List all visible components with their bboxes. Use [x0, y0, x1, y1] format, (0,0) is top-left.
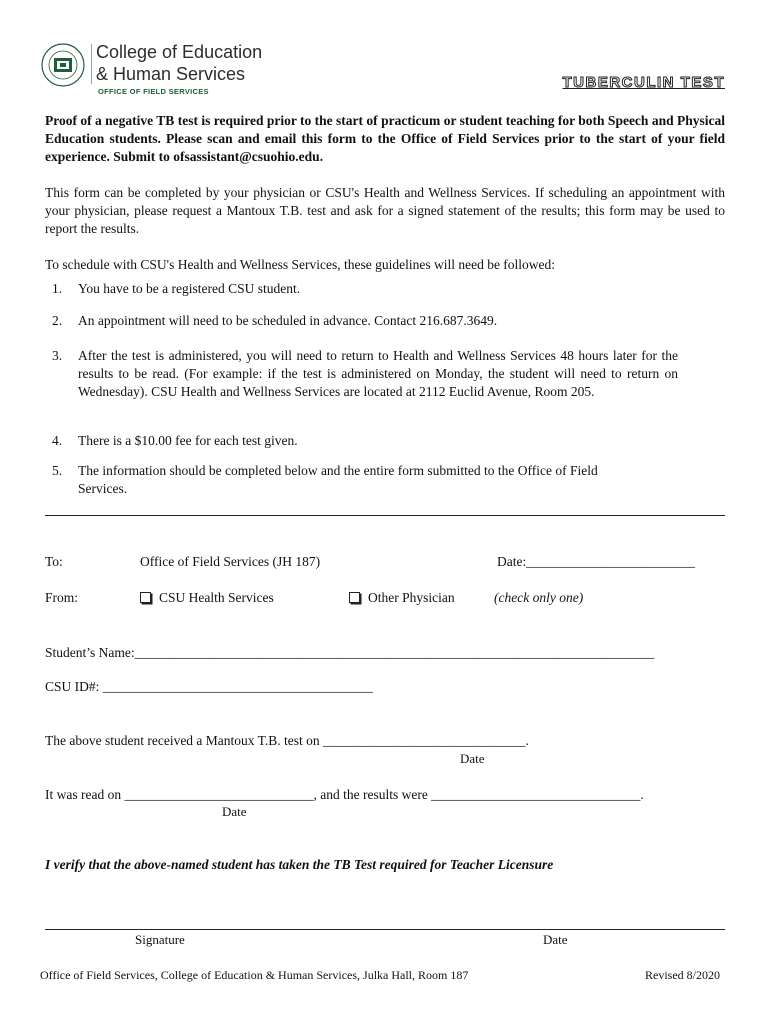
logo-college-name: College of Education: [96, 42, 263, 62]
list-item: 2. An appointment will need to be scheduled in advance. Contact 216.687.3649.: [52, 313, 498, 328]
logo-divider: [91, 44, 92, 84]
verification-statement: I verify that the above-named student has taken the TB Test required for Teacher Licensure: [45, 857, 554, 872]
list-item: 5. The information should be completed below and the entire form submitted to the Office of Field Services.: [52, 463, 598, 496]
section-divider: [45, 515, 725, 516]
check-note: (check only one): [494, 590, 584, 605]
from-label: From:: [45, 590, 79, 605]
checkbox-icon[interactable]: [140, 592, 151, 603]
to-value: Office of Field Services (JH 187): [140, 554, 321, 569]
logo-office-name: OFFICE OF FIELD SERVICES: [98, 87, 209, 96]
footer-revised: Revised 8/2020: [645, 968, 720, 982]
student-name-field[interactable]: Student’s Name:_____________________________________________________________________________: [45, 645, 655, 660]
page-title: TUBERCULIN TEST: [562, 74, 725, 91]
date-caption: Date: [222, 804, 247, 819]
intro-paragraph: This form can be completed by your physician or CSU's Health and Wellness Services. If scheduling an appointment with your physician, please request a Mantoux T.B. test and ask for a signed statement of the results; this form may be used to report the results.: [45, 185, 725, 236]
to-label: To:: [45, 554, 63, 569]
footer-address: Office of Field Services, College of Education & Human Services, Julka Hall, Room 187: [40, 968, 469, 982]
date-caption: Date: [460, 751, 485, 766]
list-item: 1. You have to be a registered CSU student.: [52, 281, 301, 296]
university-seal-icon: [40, 42, 86, 88]
read-date-field[interactable]: It was read on ____________________________, and the results were _______________________________.: [45, 787, 644, 802]
logo-college-name-2: & Human Services: [96, 64, 246, 84]
checkbox-icon[interactable]: [349, 592, 360, 603]
list-item: 4. There is a $10.00 fee for each test given.: [52, 433, 298, 448]
test-date-field[interactable]: The above student received a Mantoux T.B. test on ______________________________.: [45, 733, 529, 748]
option-csu-health[interactable]: CSU Health Services: [140, 590, 274, 606]
signature-line[interactable]: [45, 929, 725, 930]
csu-id-field[interactable]: CSU ID#: ________________________________________: [45, 679, 373, 694]
option-other-physician[interactable]: Other Physician: [349, 590, 455, 606]
signature-date-caption: Date: [543, 932, 568, 947]
college-logo: [40, 40, 280, 100]
date-field[interactable]: Date:_________________________: [497, 554, 695, 569]
signature-caption: Signature: [135, 932, 185, 947]
intro-bold-paragraph: Proof of a negative TB test is required prior to the start of practicum or student teaching for both Speech and Physical Education students. Please scan and email this form to the Office of Field Services prior to the start of your field experience. Submit to ofsassistant@csuohio.edu.: [45, 113, 725, 164]
list-item: 3. After the test is administered, you will need to return to Health and Wellness Services 48 hours later for the results to be read. (For example: if the test is administered on Monday, the student will need to return on Wednesday). CSU Health and Wellness Services are located at 2112 Euclid Avenue, Room 205.: [52, 348, 678, 399]
guidelines-lead: To schedule with CSU's Health and Wellness Services, these guidelines will need be followed:: [45, 257, 556, 272]
